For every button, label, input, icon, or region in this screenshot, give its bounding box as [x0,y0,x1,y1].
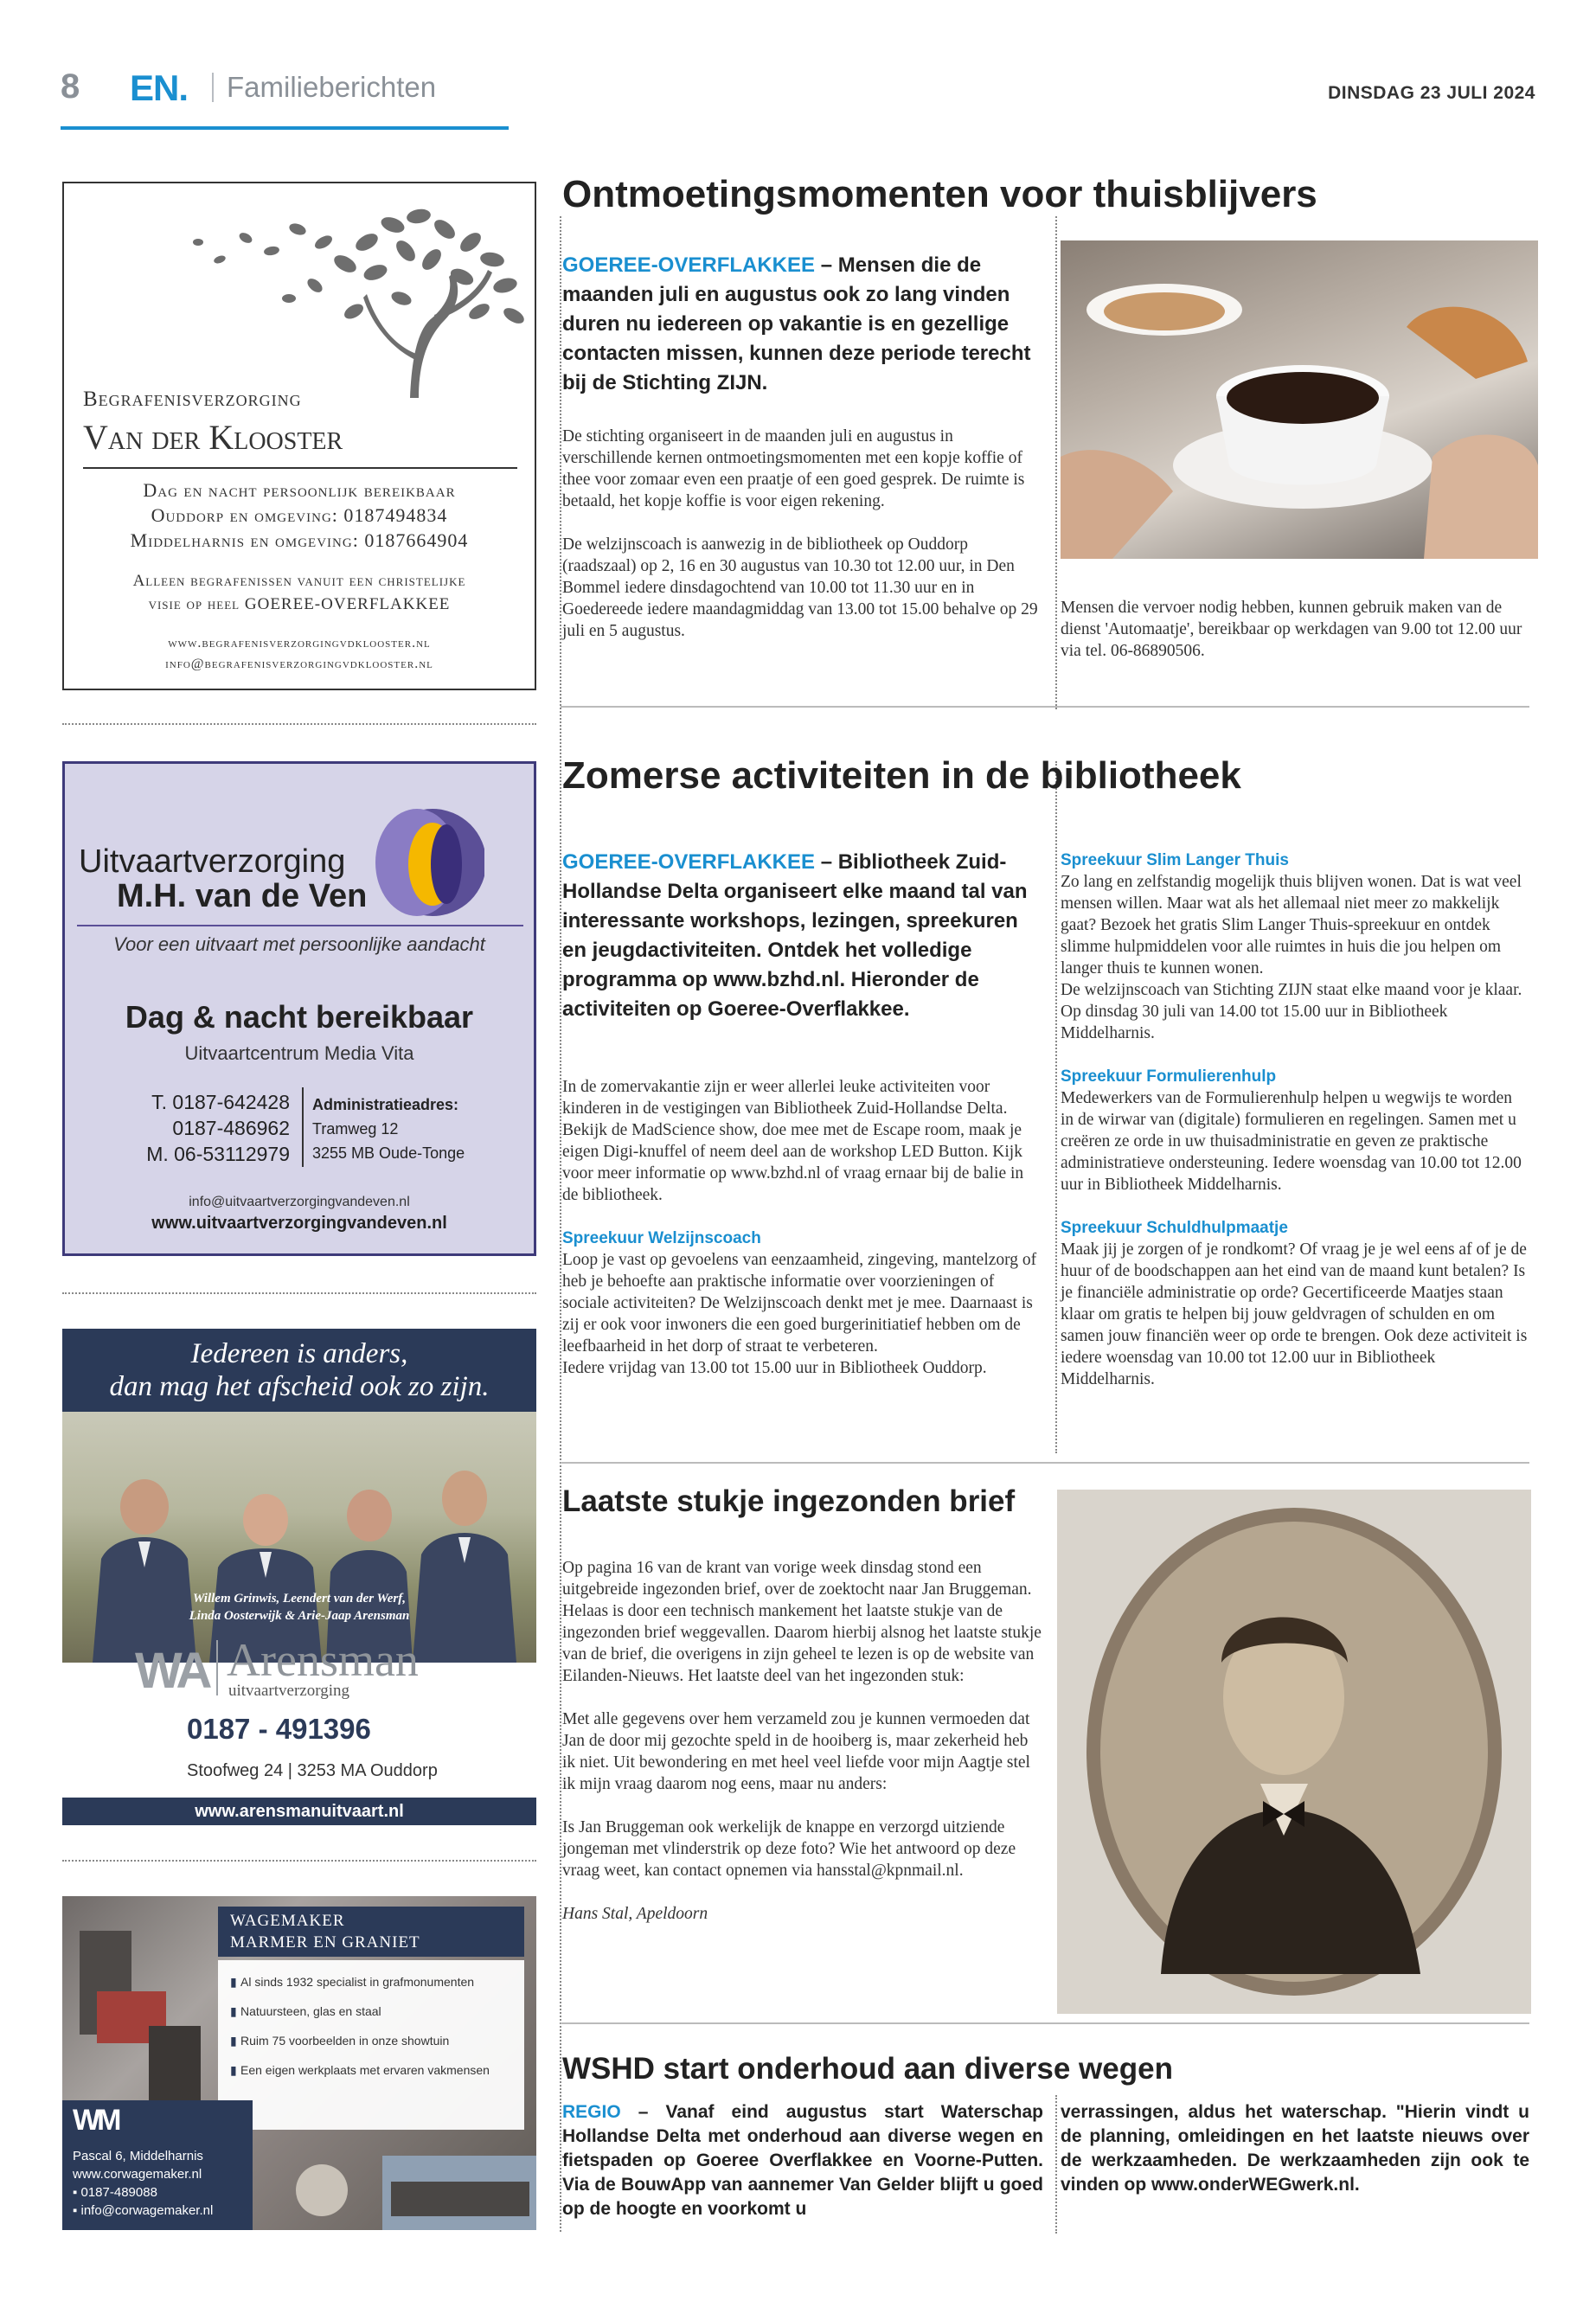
wagemaker-bullet: ▮ Een eigen werkplaats met ervaren vakmensen [230,2063,490,2077]
klooster-email[interactable]: info@begrafenisverzorgingvdklooster.nl [165,657,433,671]
tree-logo-icon [159,190,540,398]
article2-body-left [562,1076,1043,1379]
arensman-brand-sub: uitvaartverzorging [228,1682,349,1700]
van-de-ven-admin-street: Tramweg 12 [312,1120,399,1138]
van-de-ven-admin-label: Administratieadres: [312,1096,459,1113]
phone-icon: ▪ [73,2185,81,2200]
article1-p3: Mensen die vervoer nodig hebben, kunnen gebruik maken van de dienst 'Automaatje', bereikbaar op werkdagen van 9.00 tot 12.00 uur via tel. 06-86890506. [1061,599,1522,660]
wagemaker-bullet: ▮ Al sinds 1932 specialist in grafmonumenten [230,1975,475,1989]
arensman-logo-divider [216,1640,218,1695]
van-de-ven-phone2[interactable]: 0187-486962 [172,1117,290,1139]
article1-p1: De stichting organiseert in de maanden juli en augustus in verschillende kernen ontmoetingsmomenten met een kopje koffie of thee voor zomaar even een praatje of een goed gesprek. De ruimte is betaald, het kopje koffie is voor eigen rekening. [562,427,1025,510]
article2-lead: GOEREE-OVERFLAKKEE – Bibliotheek Zuid-Hollandse Delta organiseert elke maand tal van interessante workshops, lezingen, spreekuren en jeugdactiviteiten. Ontdek het volledige programma op www.bzhd.nl. Hieronder de activiteiten op Goeree-Overflakkee. [562,850,1028,1021]
van-de-ven-tagline: Voor een uitvaart met persoonlijke aandacht [113,933,485,955]
ad-separator-1 [62,723,536,725]
van-de-ven-rule [77,925,523,926]
article2-p2: Loop je vast op gevoelens van eenzaamheid, zingeving, mantelzorg of heb je behoefte aan praktische informatie over voorzieningen of sociale activiteiten? De Welzijnscoach denkt met je mee. Daarnaast is zij er ook voor inwoners die een goed burgerinitiatief hebben om de leefbaarheid in het dorp of straat te verbeteren. [562,1251,1037,1356]
van-de-ven-web[interactable]: www.uitvaartverzorgingvandeven.nl [151,1214,447,1233]
article2-p5: Maak jij je zorgen of je rondkomt? Of vraag je je wel eens af of je de huur of de boodschappen aan het eind van de maand kunt betalen? Is je financiële administratie op orde? Gecertificeerde Maatjes staan klaar om gratis te helpen bij jouw geldvragen of schulden en om samen jouw financiën weer op orde te brengen. Ook deze activiteit is iedere woensdag van 10.00 tot 12.00 uur in Bibliotheek Middelharnis. [1061,1240,1528,1388]
van-de-ven-email[interactable]: info@uitvaartverzorgingvandeven.nl [189,1195,410,1209]
arensman-caption2: Linda Oosterwijk & Arie-Jaap Arensman [189,1609,410,1623]
column-divider-left [560,216,561,2232]
arensman-brand: Arensman [227,1634,419,1686]
van-de-ven-logo-icon [363,802,484,923]
article4-lead: REGIO – Vanaf eind augustus start Waterschap Hollandse Delta met onderhoud aan diverse wegen en fietspaden op Goeree Overflakkee en Voorne-Putten. Via de BouwApp van aannemer Van Gelder blijft u goed op de hoogte en voorkomt u [562,2102,1043,2219]
wagemaker-bullet: ▮ Natuursteen, glas en staal [230,2004,381,2018]
article2-p3b: De welzijnscoach van Stichting ZIJN staat elke maand voor je klaar. Op dinsdag 30 juli van 14.00 tot 15.00 uur in Bibliotheek Middelharnis. [1061,981,1522,1042]
article2-p2b: Iedere vrijdag van 13.00 tot 15.00 uur in Bibliotheek Ouddorp. [562,1359,987,1377]
article4-lead-cont: verrassingen, aldus het waterschap. "Hierin vindt u de planning, omleidingen en het laatste nieuws over de werkzaamheden. De werkzaamheden zijn ook te vinden op www.onderWEGwerk.nl. [1061,2102,1529,2195]
article-separator-1 [561,706,1529,708]
article3-body [562,1557,1043,1946]
van-de-ven-divider [302,1087,304,1167]
article2-sub4: Spreekuur Schuldhulpmaatje [1061,1219,1288,1237]
article3-p3: Is Jan Bruggeman ook werkelijk de knappe en verzorgd uitziende jongeman met vlinderstrik op deze foto? Wie het antwoord op deze vraag weet, kan contact opnemen via hansstal@kpnmail.nl. [562,1818,1016,1880]
wagemaker-logo-icon: WM [73,2104,119,2137]
arensman-slogan1: Iedereen is anders, [190,1338,408,1369]
klooster-line4: Alleen begrafenissen vanuit een christelijke [132,572,466,590]
arensman-web[interactable]: www.arensmanuitvaart.nl [62,1798,536,1825]
article2-p1: In de zomervakantie zijn er weer allerlei leuke activiteiten voor kinderen in de vestigingen van Bibliotheek Zuid-Hollandse Delta. Bekijk de MadScience show, doe mee met de Escape room, maak je eigen Digi-knuffel of neem deel aan de workshop LED Button. Kijk voor meer informatie op www.bzhd.nl of vraag ernaar bij de balie in de bibliotheek. [562,1078,1024,1204]
mail-icon: ▪ [73,2203,81,2218]
ad-separator-3 [62,1860,536,1862]
klooster-rule [83,467,517,469]
wagemaker-phone[interactable]: 0187-489088 [80,2185,157,2200]
article3-portrait-photo [1057,1490,1531,2014]
ad-van-der-klooster[interactable] [62,182,536,690]
van-de-ven-phone3[interactable]: M. 06-53112979 [146,1143,290,1165]
article2-sub2: Spreekuur Slim Langer Thuis [1061,851,1289,869]
wagemaker-address: Pascal 6, Middelharnis [73,2149,203,2163]
issue-date: DINSDAG 23 JULI 2024 [1328,83,1535,103]
article1-coffee-photo [1061,240,1538,559]
article2-sub1: Spreekuur Welzijnscoach [562,1229,761,1247]
ad-separator-2 [62,1292,536,1294]
article-separator-2 [561,1462,1529,1464]
wagemaker-bullet: ▮ Ruim 75 voorbeelden in onze showtuin [230,2034,450,2048]
wagemaker-web[interactable]: www.corwagemaker.nl [73,2167,202,2182]
article1-body [562,426,1043,663]
ad-wagemaker[interactable] [62,1896,536,2230]
article3-p1: Op pagina 16 van de krant van vorige week dinsdag stond een uitgebreide ingezonden brief, over de zoektocht naar Jan Bruggeman. Helaas is door een technisch mankement het laatste stukje van de ingezonden brief weggevallen. Daarom hierbij alsnog het laatste stukje van de brief, die overigens in zijn geheel te lezen is op de website van Eilanden-Nieuws. Het laatste deel van het ingezonden stuk: [562,1559,1042,1685]
wagemaker-title2: MARMER EN GRANIET [230,1933,420,1952]
column-divider-mid-2 [1055,761,1057,1453]
article2-sub3: Spreekuur Formulierenhulp [1061,1067,1277,1086]
klooster-web[interactable]: www.begrafenisverzorgingvdklooster.nl [168,636,431,651]
article-separator-3 [561,2022,1529,2024]
article2-body-right [1061,849,1529,1390]
column-divider-mid-1 [1055,216,1057,709]
van-de-ven-center: Uitvaartcentrum Media Vita [184,1042,414,1064]
article1-p2: De welzijnscoach is aanwezig in de bibliotheek op Ouddorp (raadszaal) op 2, 16 en 30 augustus van 10.30 tot 12.00 uur, in Den Bommel iedere dinsdagochtend van 10.00 tot 11.30 uur en in Goedereede iedere maandagmiddag van 13.00 tot 15.00 behalve op 29 juli en 5 augustus. [562,535,1038,640]
arensman-address: Stoofweg 24 | 3253 MA Ouddorp [187,1761,438,1780]
ad-arensman[interactable] [62,1329,536,1825]
klooster-line2: Ouddorp en omgeving: 0187494834 [151,504,448,526]
article2-title: Zomerse activiteiten in de bibliotheek [562,754,1241,797]
column-divider-mid-3 [1055,2095,1057,2234]
wagemaker-bullets [230,1974,516,2078]
page-number: 8 [61,67,80,106]
klooster-line5: visie op heel GOEREE-OVERFLAKKEE [148,595,451,613]
article4-place: REGIO [562,2102,621,2122]
article2-p3: Zo lang en zelfstandig mogelijk thuis blijven wonen. Dat is wat veel mensen willen. Maar wat als het allemaal niet meer zo makkelijk gaat? Bezoek het gratis Slim Langer Thuis-spreekuur en ontdek slimme hulpmiddelen voor alle ruimtes in huis die jou helpen om langer thuis te kunnen wonen. [1061,873,1522,977]
article4-title: WSHD start onderhoud aan diverse wegen [562,2052,1173,2086]
klooster-line1: Dag en nacht persoonlijk bereikbaar [143,479,456,501]
van-de-ven-headline: Dag & nacht bereikbaar [125,999,474,1035]
newspaper-logo: EN. [130,67,189,108]
wagemaker-title1: WAGEMAKER [230,1912,345,1930]
article3-signature: Hans Stal, Apeldoorn [562,1905,708,1923]
arensman-logo-icon: WA [135,1643,209,1699]
header-rule [61,126,509,130]
article3-title: Laatste stukje ingezonden brief [562,1484,1016,1518]
arensman-slogan2: dan mag het afscheid ook zo zijn. [109,1371,490,1402]
arensman-team-photo [62,1412,536,1663]
wagemaker-email[interactable]: info@corwagemaker.nl [80,2203,214,2218]
article3-p2: Met alle gegevens over hem verzameld zou je kunnen vermoeden dat Jan de door mij gezochte speld in de hooiberg is, maar zekerheid heb ik niet. Uit bewondering en met heel veel liefde voor mijn Aagtje stel ik mijn vraag daarom nog eens, maar nu anders: [562,1710,1030,1793]
arensman-phone[interactable]: 0187 - 491396 [187,1713,371,1745]
article1-place: GOEREE-OVERFLAKKEE [562,253,816,277]
section-title: Familieberichten [227,71,437,103]
article1-title: Ontmoetingsmomenten voor thuisblijvers [562,173,1317,215]
arensman-caption1: Willem Grinwis, Leendert van der Werf, [193,1592,406,1606]
header-divider [212,73,214,102]
ad-van-de-ven[interactable] [62,761,536,1256]
article2-p4: Medewerkers van de Formulierenhulp helpen u wegwijs te worden in de wirwar van (digitale) formulieren en regelingen. Samen met u creëren ze orde in uw thuisadministratie en geven ze praktische administratieve ondersteuning. Iedere woensdag van 10.00 tot 12.00 uur in Bibliotheek Middelharnis. [1061,1089,1522,1194]
van-de-ven-name2: M.H. van de Ven [117,878,368,914]
van-de-ven-phone1[interactable]: T. 0187-642428 [151,1091,290,1113]
klooster-line3: Middelharnis en omgeving: 0187664904 [130,529,469,551]
article1-lead: GOEREE-OVERFLAKKEE – Mensen die de maanden juli en augustus ook zo lang vinden duren nu iedereen op vakantie is en gezellige contacten missen, kunnen deze periode terecht bij de Stichting ZIJN. [562,253,1031,394]
article2-place: GOEREE-OVERFLAKKEE [562,850,816,874]
van-de-ven-name1: Uitvaartverzorging [79,843,346,880]
van-de-ven-admin-city: 3255 MB Oude-Tonge [312,1144,465,1162]
klooster-title-large: Van der Klooster [83,418,343,457]
klooster-title-small: Begrafenisverzorging [83,388,302,411]
